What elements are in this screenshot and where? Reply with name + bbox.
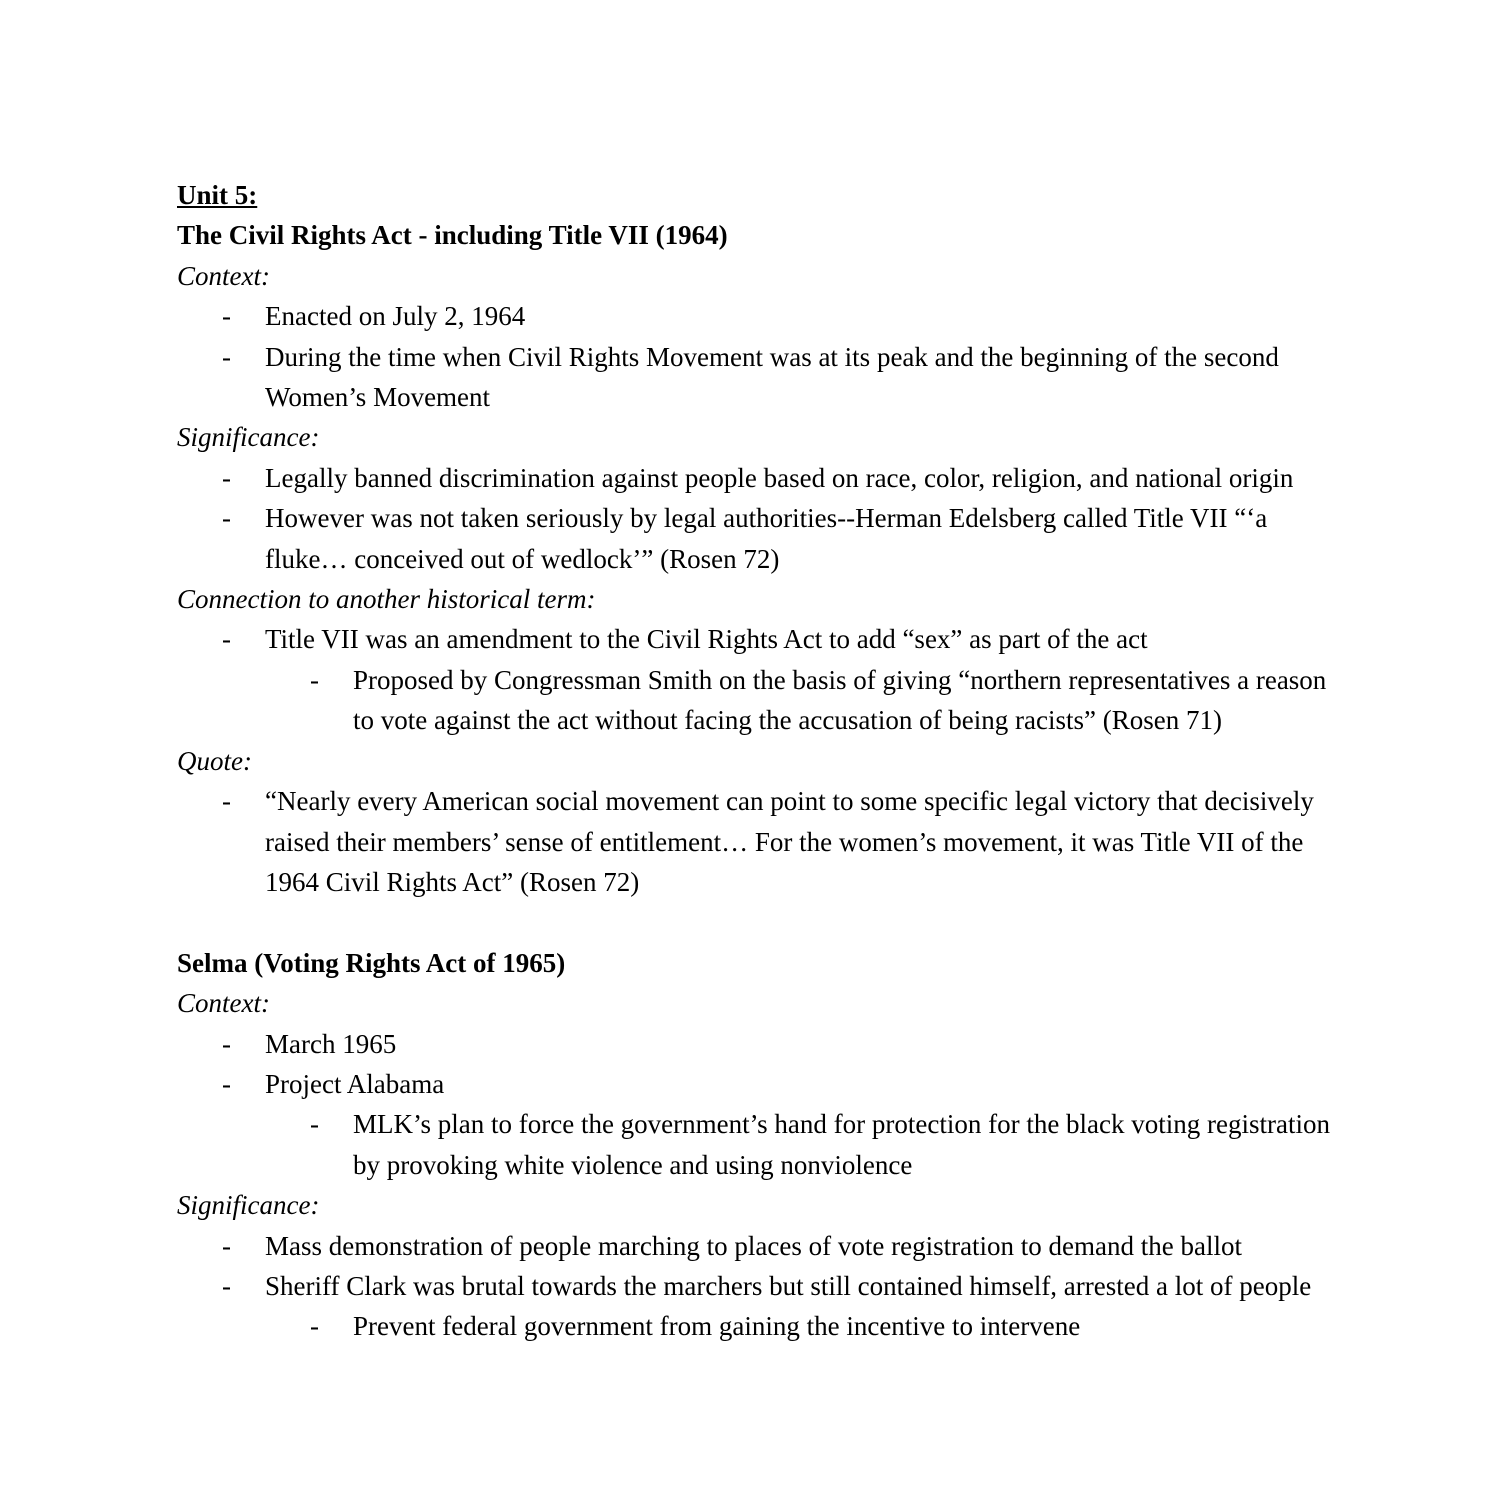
context-list: [177, 1024, 1337, 1186]
significance-list: [177, 458, 1337, 579]
bullet-dash: -: [310, 1311, 319, 1342]
bullet-dash: -: [222, 503, 231, 534]
bullet-dash: -: [222, 301, 231, 332]
section-title-civil-rights-act: The Civil Rights Act - including Title VII (1964): [177, 220, 728, 251]
significance-label: Significance:: [177, 422, 320, 453]
list-item-text: Project Alabama: [265, 1068, 445, 1099]
list-item-text: Prevent federal government from gaining the incentive to intervene: [353, 1311, 1081, 1342]
list-item: [177, 781, 1337, 902]
list-item: [177, 1024, 1337, 1064]
significance-label: Significance:: [177, 1190, 320, 1221]
list-item-text: Sheriff Clark was brutal towards the marchers but still contained himself, arrested a lot of people: [265, 1270, 1312, 1301]
context-label: Context:: [177, 988, 270, 1019]
list-item: [177, 458, 1337, 498]
list-item-text: Legally banned discrimination against people based on race, color, religion, and national origin: [265, 462, 1294, 493]
list-item-text: Mass demonstration of people marching to places of vote registration to demand the ballot: [265, 1230, 1242, 1261]
bullet-dash: -: [310, 664, 319, 695]
list-item-text: Proposed by Congressman Smith on the basis of giving “northern representatives a reason to vote against the act without facing the accusation of being racists” (Rosen 71): [353, 664, 1327, 736]
bullet-dash: -: [222, 1270, 231, 1301]
section-spacer: [177, 902, 1337, 942]
bullet-dash: -: [222, 341, 231, 372]
list-item: [177, 1064, 1337, 1104]
quote-label: Quote:: [177, 745, 252, 776]
sub-list-item: [177, 660, 1337, 741]
list-item-text: Enacted on July 2, 1964: [265, 301, 526, 332]
section-title-selma: Selma (Voting Rights Act of 1965): [177, 947, 566, 978]
bullet-dash: -: [222, 462, 231, 493]
context-list: [177, 296, 1337, 417]
list-item-text: March 1965: [265, 1028, 397, 1059]
list-item-text: MLK’s plan to force the government’s hand for protection for the black voting registration by provoking white violence and using nonviolence: [353, 1109, 1330, 1180]
bullet-dash: -: [222, 624, 231, 655]
list-item-text: Title VII was an amendment to the Civil Rights Act to add “sex” as part of the act: [265, 624, 1148, 655]
list-item: [177, 1226, 1337, 1266]
list-item: [177, 498, 1337, 579]
connection-list: [177, 619, 1337, 740]
unit-title: Unit 5:: [177, 180, 258, 210]
connection-label: Connection to another historical term:: [177, 584, 596, 615]
bullet-dash: -: [222, 1068, 231, 1099]
context-label: Context:: [177, 260, 270, 291]
sub-list-item: [177, 1104, 1337, 1185]
bullet-dash: -: [310, 1109, 319, 1140]
list-item-text: During the time when Civil Rights Movement was at its peak and the beginning of the second Women’s Movement: [265, 341, 1279, 413]
list-item: [177, 1266, 1337, 1306]
list-item-text: “Nearly every American social movement can point to some specific legal victory that decisively raised their members’ sense of entitlement… For the women’s movement, it was Title VII of the 1964 Civil Rights Act” (Rosen 72): [265, 786, 1314, 897]
list-item: [177, 337, 1337, 418]
list-item: [177, 619, 1337, 659]
significance-list: [177, 1226, 1337, 1347]
quote-list: [177, 781, 1337, 902]
bullet-dash: -: [222, 786, 231, 817]
bullet-dash: -: [222, 1028, 231, 1059]
document-page: [177, 175, 1337, 1347]
list-item: [177, 296, 1337, 336]
sub-list-item: [177, 1306, 1337, 1346]
bullet-dash: -: [222, 1230, 231, 1261]
list-item-text: However was not taken seriously by legal authorities--Herman Edelsberg called Title VII “‘a fluke… conceived out of wedlock’” (Rosen 72): [265, 503, 1268, 574]
